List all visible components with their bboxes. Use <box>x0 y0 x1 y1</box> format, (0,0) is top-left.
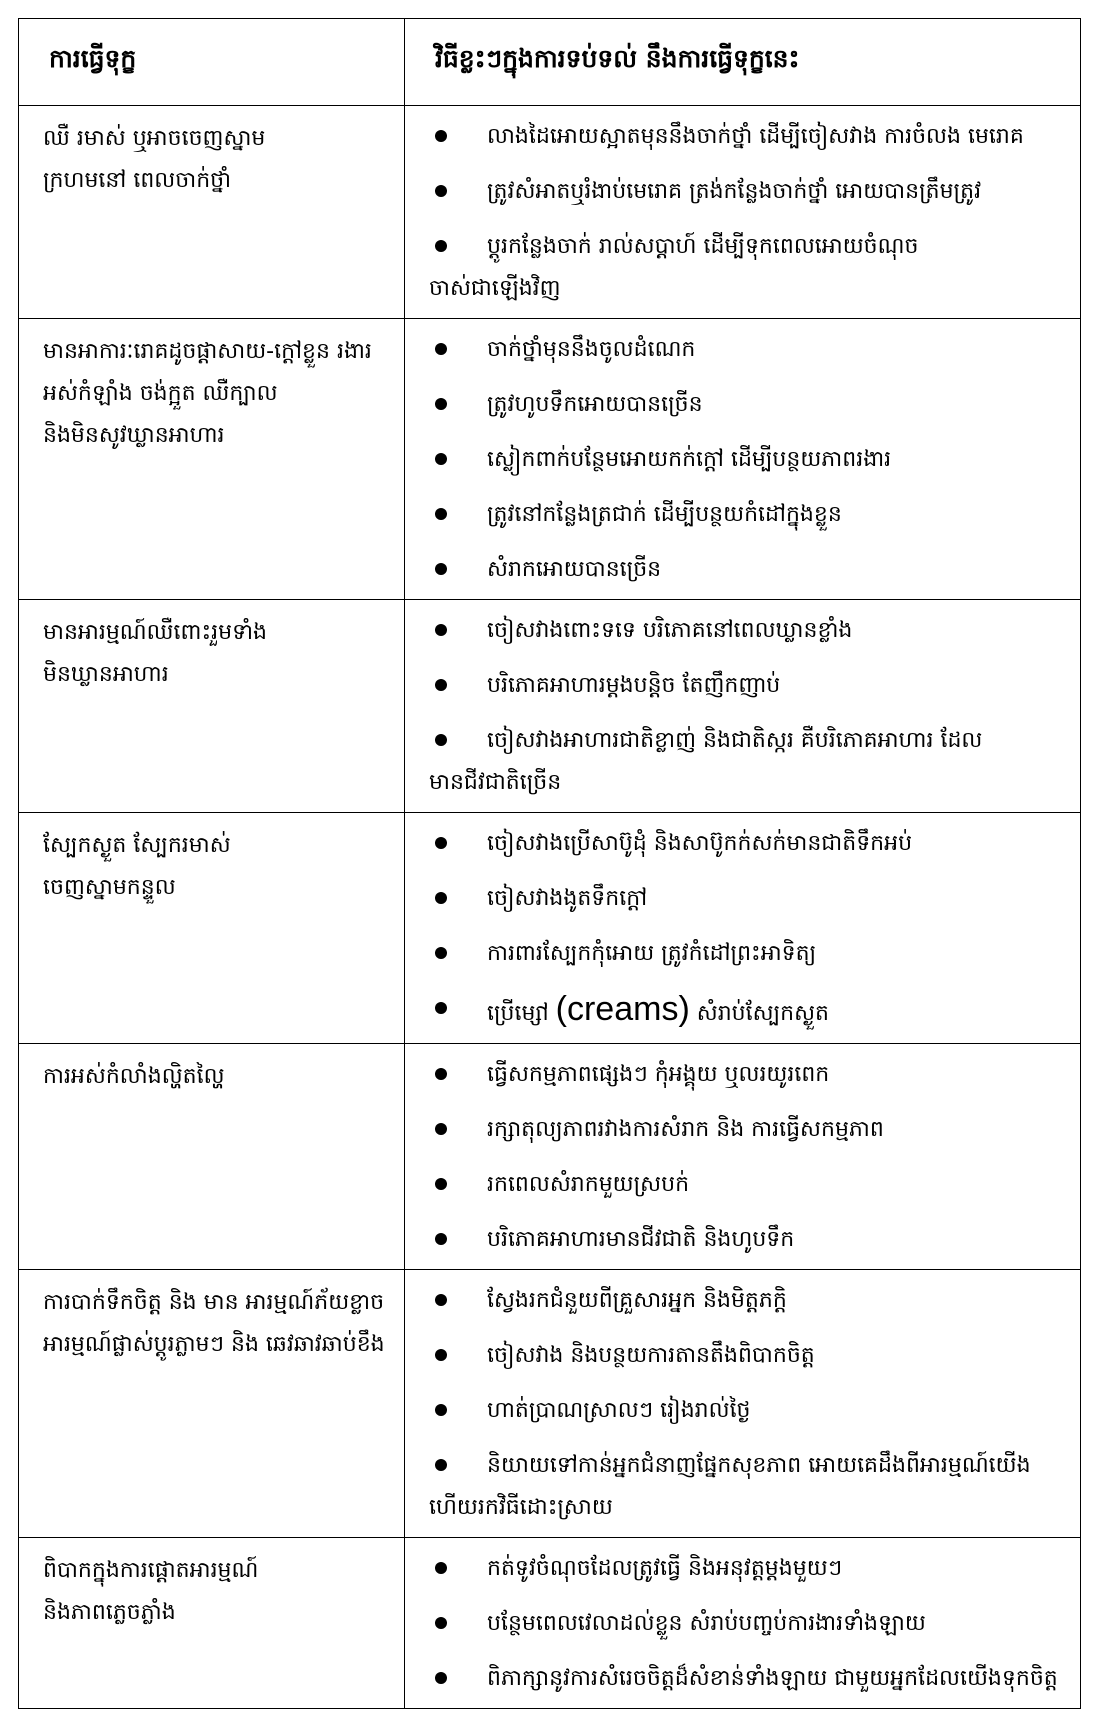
bullet-icon <box>435 1068 447 1080</box>
list-item-text: ចៀសវាង និងបន្ថយការតានតឹងពិបាកចិត្ត <box>487 1343 815 1368</box>
side-effect-text: ក្រហមនៅ ពេលចាក់ថ្នាំ <box>43 168 232 193</box>
side-effect-cell <box>19 1270 405 1538</box>
bullet-icon <box>435 1459 447 1471</box>
list-item <box>429 439 1072 481</box>
side-effect-cell <box>19 319 405 600</box>
bullet-icon <box>435 1562 447 1574</box>
list-item-continuation: មានជីវជាតិច្រើន <box>429 770 562 795</box>
side-effect-text: ចេញស្នាមកន្ទួល <box>43 875 176 900</box>
list-item-text-wrap <box>429 171 1072 213</box>
list-item-text-wrap <box>429 1548 1072 1590</box>
table-row <box>19 319 1081 600</box>
side-effect-text: មានអាការៈរោគដូចផ្តាសាយ-ក្តៅខ្លួន រងារ <box>43 339 372 364</box>
list-item <box>429 171 1072 213</box>
list-item <box>429 549 1072 591</box>
coping-methods-cell <box>405 1044 1081 1270</box>
list-item-text: ចៀសវាងពោះទទេ បរិភោគនៅពេលឃ្លានខ្លាំង <box>487 618 853 643</box>
list-item-text-wrap <box>429 1390 1072 1432</box>
list-item-text: ចៀសវាងប្រើសាប៊ូដុំ និងសាប៊ូកក់សក់មានជាតិទឹកអប់ <box>487 831 913 856</box>
bullet-icon <box>435 1002 447 1014</box>
list-item <box>429 1280 1072 1322</box>
list-item-text-wrap <box>429 1054 1072 1096</box>
list-item <box>429 665 1072 707</box>
list-item-text: សំរាកអោយបានច្រើន <box>487 557 662 582</box>
side-effect-cell <box>19 1538 405 1709</box>
bullet-icon <box>435 624 447 636</box>
list-item <box>429 1658 1072 1700</box>
bullet-icon <box>435 130 447 142</box>
list-item-continuation: ហើយរកវិធីដោះស្រាយ <box>429 1495 613 1520</box>
list-item-text: រក្សាតុល្យភាពរវាងការសំរាក និង ការធ្វើសកម្មភាព <box>487 1117 884 1142</box>
coping-methods-cell <box>405 1538 1081 1709</box>
list-item-text: រកពេលសំរាកមួយស្របក់ <box>487 1172 690 1197</box>
list-item <box>429 823 1072 865</box>
table-row <box>19 813 1081 1044</box>
side-effect-text: ការអស់កំលាំងល្ហិតល្ហៃ <box>43 1064 225 1089</box>
coping-methods-cell <box>405 106 1081 319</box>
list-item-text-wrap <box>429 1658 1072 1700</box>
bullet-icon <box>435 1404 447 1416</box>
bullet-icon <box>435 1349 447 1361</box>
list-item <box>429 1548 1072 1590</box>
list-item <box>429 988 1072 1035</box>
bullet-icon <box>435 240 447 252</box>
list-item-text-wrap <box>429 823 1072 865</box>
list-item-text: ស្លៀកពាក់បន្ថែមអោយកក់ក្តៅ ដើម្បីបន្ថយភាពរងារ <box>487 447 892 472</box>
list-item-text-wrap <box>429 1445 1072 1529</box>
side-effect-text: មានអារម្មណ៍ឈឺពោះរួមទាំង <box>43 620 267 645</box>
table-header-row <box>19 19 1081 106</box>
list-item-text-wrap <box>429 1280 1072 1322</box>
side-effect-text: ការបាក់ទឹកចិត្ត និង មាន អារម្មណ៍ភ័យខ្លាច <box>43 1290 385 1315</box>
list-item-text: ហាត់ប្រាណស្រាលៗ រៀងរាល់ថ្ងៃ <box>487 1398 751 1423</box>
bullet-icon <box>435 1233 447 1245</box>
list-item <box>429 329 1072 371</box>
list-item-text: ត្រូវសំអាតឬរំងាប់មេរោគ ត្រង់កន្លែងចាក់ថ្នាំ អោយបានត្រឹមត្រូវ <box>487 179 982 204</box>
bullet-icon <box>435 1178 447 1190</box>
list-item-text: បន្ថែមពេលវេលាដល់ខ្លួន សំរាប់បញ្ចប់ការងារទាំងឡាយ <box>487 1611 926 1636</box>
table-row <box>19 600 1081 813</box>
list-item <box>429 610 1072 652</box>
list-item-text-wrap <box>429 494 1072 536</box>
list-item-text: លាងដៃអោយស្អាតមុននឹងចាក់ថ្នាំ ដើម្បីចៀសវាង ការចំលង មេរោគ <box>487 124 1024 149</box>
list-item-text-wrap <box>429 878 1072 920</box>
bullet-icon <box>435 453 447 465</box>
side-effect-cell <box>19 813 405 1044</box>
list-item-text-wrap <box>429 1335 1072 1377</box>
list-item-text: ប្រើម្សៅ <box>487 1001 556 1026</box>
list-item-text-wrap <box>429 439 1072 481</box>
list-item <box>429 720 1072 804</box>
side-effects-table <box>18 18 1081 1709</box>
list-item <box>429 1390 1072 1432</box>
bullet-icon <box>435 185 447 197</box>
list-item-text: បរិភោគអាហារមានជីវជាតិ និងហូបទឹក <box>487 1227 795 1252</box>
list-item-text: ពិភាក្សានូវការសំរេចចិត្តដ៏សំខាន់ទាំងឡាយ ជាមួយអ្នកដែលយើងទុកចិត្ត <box>487 1666 1058 1691</box>
list-item <box>429 1109 1072 1151</box>
list-item-text: ចៀសវាងអាហារជាតិខ្លាញ់ និងជាតិស្ករ គឺបរិភោគអាហារ ដែល <box>487 728 983 753</box>
header-side-effect: ការធ្វើទុក្ខ <box>19 19 405 106</box>
list-item-text: ស្វែងរកជំនួយពីគ្រួសារអ្នក និងមិត្តភក្តិ <box>487 1288 787 1313</box>
list-item-text-wrap <box>429 1164 1072 1206</box>
side-effect-text: មិនឃ្លានអាហារ <box>43 662 169 687</box>
list-item <box>429 226 1072 310</box>
header-coping-methods: វិធីខ្លះៗក្នុងការទប់ទល់ នឹងការធ្វើទុក្ខនេះ <box>405 19 1081 106</box>
list-item-text-wrap <box>429 665 1072 707</box>
list-item-text-wrap <box>429 610 1072 652</box>
side-effect-cell <box>19 600 405 813</box>
list-item-text-wrap <box>429 329 1072 371</box>
side-effect-text: និងភាពភ្លេចភ្លាំង <box>43 1600 176 1625</box>
list-item <box>429 1603 1072 1645</box>
bullet-icon <box>435 1672 447 1684</box>
bullet-icon <box>435 837 447 849</box>
list-item-text-wrap <box>429 720 1072 804</box>
list-item-text: ចៀសវាងងូតទឹកក្តៅ <box>487 886 648 911</box>
list-item <box>429 384 1072 426</box>
side-effect-text: អស់កំឡាំង ចង់ក្អួត ឈឺក្បាល <box>43 381 278 406</box>
list-item-text: ត្រូវនៅកន្លែងត្រជាក់ ដើម្បីបន្ថយកំដៅក្នុងខ្លួន <box>487 502 842 527</box>
list-item <box>429 878 1072 920</box>
list-item-continuation: ចាស់ជាឡើងវិញ <box>429 276 561 301</box>
coping-methods-cell <box>405 1270 1081 1538</box>
side-effect-text: ពិបាកក្នុងការផ្តោតអារម្មណ៍ <box>43 1558 259 1583</box>
bullet-icon <box>435 679 447 691</box>
table-row <box>19 106 1081 319</box>
list-item-text-wrap <box>429 226 1072 310</box>
list-item-text-wrap <box>429 1219 1072 1261</box>
list-item-text: ត្រូវហូបទឹកអោយបានច្រើន <box>487 392 703 417</box>
bullet-icon <box>435 563 447 575</box>
list-item-text-wrap <box>429 988 1072 1035</box>
coping-methods-cell <box>405 319 1081 600</box>
bullet-icon <box>435 1294 447 1306</box>
side-effect-text: ឈឺ រមាស់ ឬអាចចេញស្នាម <box>43 126 266 151</box>
list-item <box>429 1335 1072 1377</box>
side-effect-cell <box>19 1044 405 1270</box>
table-row <box>19 1044 1081 1270</box>
list-item-text: និយាយទៅកាន់អ្នកជំនាញផ្នែកសុខភាព អោយគេដឹងពីអារម្មណ៍យើង <box>487 1453 1031 1478</box>
bullet-icon <box>435 398 447 410</box>
table-row <box>19 1270 1081 1538</box>
list-item-text: បរិភោគអាហារម្តងបន្តិច តែញឹកញាប់ <box>487 673 781 698</box>
table-body <box>19 106 1081 1709</box>
bullet-icon <box>435 508 447 520</box>
bullet-icon <box>435 343 447 355</box>
list-item-text: កត់ទូវចំណុចដែលត្រូវធ្វើ និងអនុវត្តម្តងមួយៗ <box>487 1556 843 1581</box>
list-item <box>429 494 1072 536</box>
list-item-latin-text: (creams) <box>555 990 690 1028</box>
list-item <box>429 933 1072 975</box>
coping-methods-cell <box>405 813 1081 1044</box>
list-item-text-wrap <box>429 116 1072 158</box>
list-item <box>429 1054 1072 1096</box>
list-item-text: ប្តូរកន្លែងចាក់ រាល់សប្តាហ៍ ដើម្បីទុកពេលអោយចំណុច <box>487 234 919 259</box>
bullet-icon <box>435 892 447 904</box>
bullet-icon <box>435 734 447 746</box>
list-item <box>429 1445 1072 1529</box>
side-effect-text: អារម្មណ៍ផ្លាស់ប្តូរភ្លាមៗ និង ឆេវឆាវឆាប់ខឹង <box>43 1332 385 1357</box>
list-item <box>429 1219 1072 1261</box>
list-item-text: ចាក់ថ្នាំមុននឹងចូលដំណេក <box>487 337 696 362</box>
list-item-text-wrap <box>429 933 1072 975</box>
list-item-text: ធ្វើសកម្មភាពផ្សេងៗ កុំអង្គុយ ឬលរយូរពេក <box>487 1062 830 1087</box>
list-item-text: ការពារស្បែកកុំអោយ ត្រូវកំដៅព្រះអាទិត្យ <box>487 941 817 966</box>
bullet-icon <box>435 947 447 959</box>
list-item-text-wrap <box>429 1603 1072 1645</box>
list-item-text-wrap <box>429 384 1072 426</box>
list-item <box>429 1164 1072 1206</box>
bullet-icon <box>435 1123 447 1135</box>
list-item-text-wrap <box>429 549 1072 591</box>
bullet-icon <box>435 1617 447 1629</box>
side-effect-text: និងមិនសូវឃ្លានអាហារ <box>43 423 225 448</box>
coping-methods-cell <box>405 600 1081 813</box>
side-effect-cell <box>19 106 405 319</box>
list-item <box>429 116 1072 158</box>
side-effect-text: ស្បែកស្ងួត ស្បែករមាស់ <box>43 833 231 858</box>
table-row <box>19 1538 1081 1709</box>
list-item-text-wrap <box>429 1109 1072 1151</box>
list-item-text: សំរាប់ស្បែកស្ងួត <box>689 1001 829 1026</box>
